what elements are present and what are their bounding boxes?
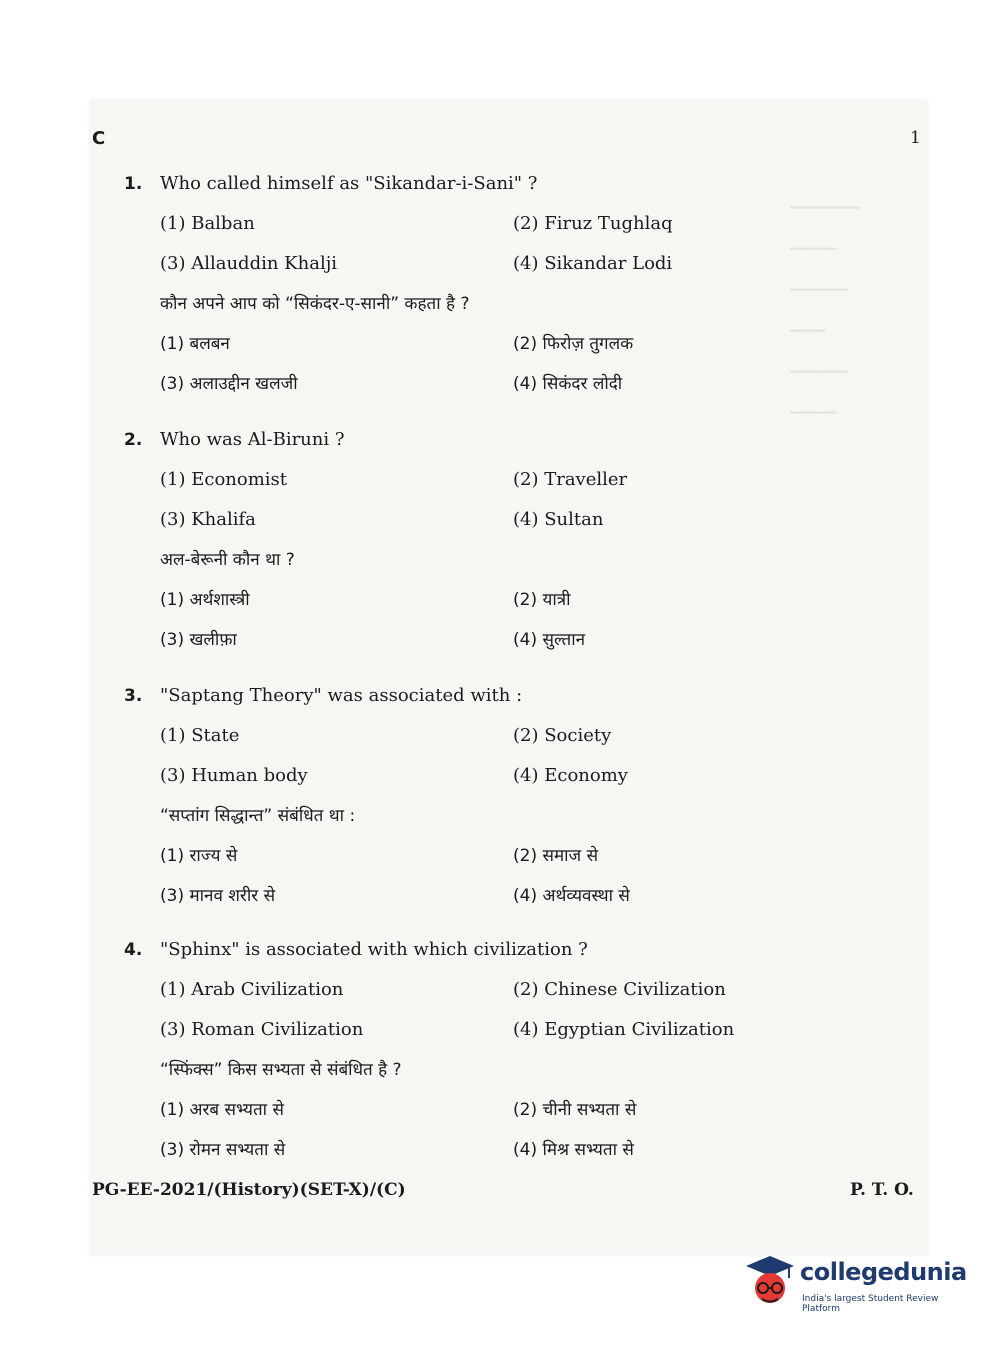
pto-label: P. T. O. xyxy=(850,1180,914,1200)
option-hi: (4) अर्थव्यवस्था से xyxy=(513,886,630,906)
question-text-hi: अल-बेरूनी कौन था ? xyxy=(160,550,295,570)
question-1 xyxy=(110,164,770,404)
option-hi: (1) अर्थशास्त्री xyxy=(160,590,250,610)
option-en: (4) Economy xyxy=(513,765,628,786)
option-hi: (3) खलीफ़ा xyxy=(160,630,237,650)
option-hi: (1) बलबन xyxy=(160,334,230,354)
question-2 xyxy=(110,420,770,660)
graduate-mascot-icon xyxy=(742,1252,798,1312)
question-text-en: Who called himself as "Sikandar-i-Sani" ? xyxy=(160,173,538,194)
option-hi: (1) राज्य से xyxy=(160,846,238,866)
option-en: (2) Chinese Civilization xyxy=(513,979,726,1000)
option-hi: (3) रोमन सभ्यता से xyxy=(160,1140,286,1160)
option-hi: (4) सुल्तान xyxy=(513,630,586,650)
option-en: (1) Economist xyxy=(160,469,288,490)
watermark-logo xyxy=(742,1252,972,1316)
option-hi: (3) मानव शरीर से xyxy=(160,886,276,906)
question-3 xyxy=(110,676,770,916)
option-en: (2) Firuz Tughlaq xyxy=(513,213,673,234)
option-en: (3) Allauddin Khalji xyxy=(160,253,338,274)
option-hi: (2) चीनी सभ्यता से xyxy=(513,1100,637,1120)
question-number: 3. xyxy=(124,686,143,706)
question-text-hi: “स्फिंक्स” किस सभ्यता से संबंधित है ? xyxy=(160,1060,402,1080)
question-text-en: "Sphinx" is associated with which civilization ? xyxy=(160,939,588,960)
option-en: (1) State xyxy=(160,725,240,746)
option-en: (4) Sultan xyxy=(513,509,604,530)
question-number: 4. xyxy=(124,940,143,960)
option-en: (4) Sikandar Lodi xyxy=(513,253,673,274)
question-4 xyxy=(110,930,770,1170)
option-hi: (4) सिकंदर लोदी xyxy=(513,374,623,394)
question-text-hi: “सप्तांग सिद्धान्त” संबंधित था : xyxy=(160,806,356,826)
option-hi: (2) यात्री xyxy=(513,590,571,610)
option-hi: (4) मिश्र सभ्यता से xyxy=(513,1140,634,1160)
option-en: (3) Human body xyxy=(160,765,308,786)
option-en: (4) Egyptian Civilization xyxy=(513,1019,735,1040)
question-number: 1. xyxy=(124,174,143,194)
option-hi: (2) फिरोज़ तुगलक xyxy=(513,334,634,354)
question-text-hi: कौन अपने आप को “सिकंदर-ए-सानी” कहता है ? xyxy=(160,294,470,314)
option-en: (1) Balban xyxy=(160,213,255,234)
question-text-en: "Saptang Theory" was associated with : xyxy=(160,685,523,706)
bleed-through-shadow: ▁▁▁▁▁▁ ▁▁▁▁ ▁▁▁▁▁ ▁▁▁ ▁▁▁▁▁ ▁▁▁▁ xyxy=(790,191,860,414)
option-en: (3) Khalifa xyxy=(160,509,256,530)
option-hi: (2) समाज से xyxy=(513,846,599,866)
option-en: (2) Society xyxy=(513,725,612,746)
logo-tagline: India's largest Student Review Platform xyxy=(802,1294,939,1314)
option-en: (1) Arab Civilization xyxy=(160,979,344,1000)
option-en: (2) Traveller xyxy=(513,469,628,490)
logo-wordmark: collegedunia xyxy=(800,1258,967,1286)
page-number: 1 xyxy=(910,128,921,148)
question-number: 2. xyxy=(124,430,143,450)
paper-code: PG-EE-2021/(History)(SET-X)/(C) xyxy=(92,1180,406,1200)
option-hi: (3) अलाउद्दीन खलजी xyxy=(160,374,298,394)
option-hi: (1) अरब सभ्यता से xyxy=(160,1100,284,1120)
option-en: (3) Roman Civilization xyxy=(160,1019,364,1040)
question-text-en: Who was Al-Biruni ? xyxy=(160,429,345,450)
set-mark: C xyxy=(92,128,106,149)
